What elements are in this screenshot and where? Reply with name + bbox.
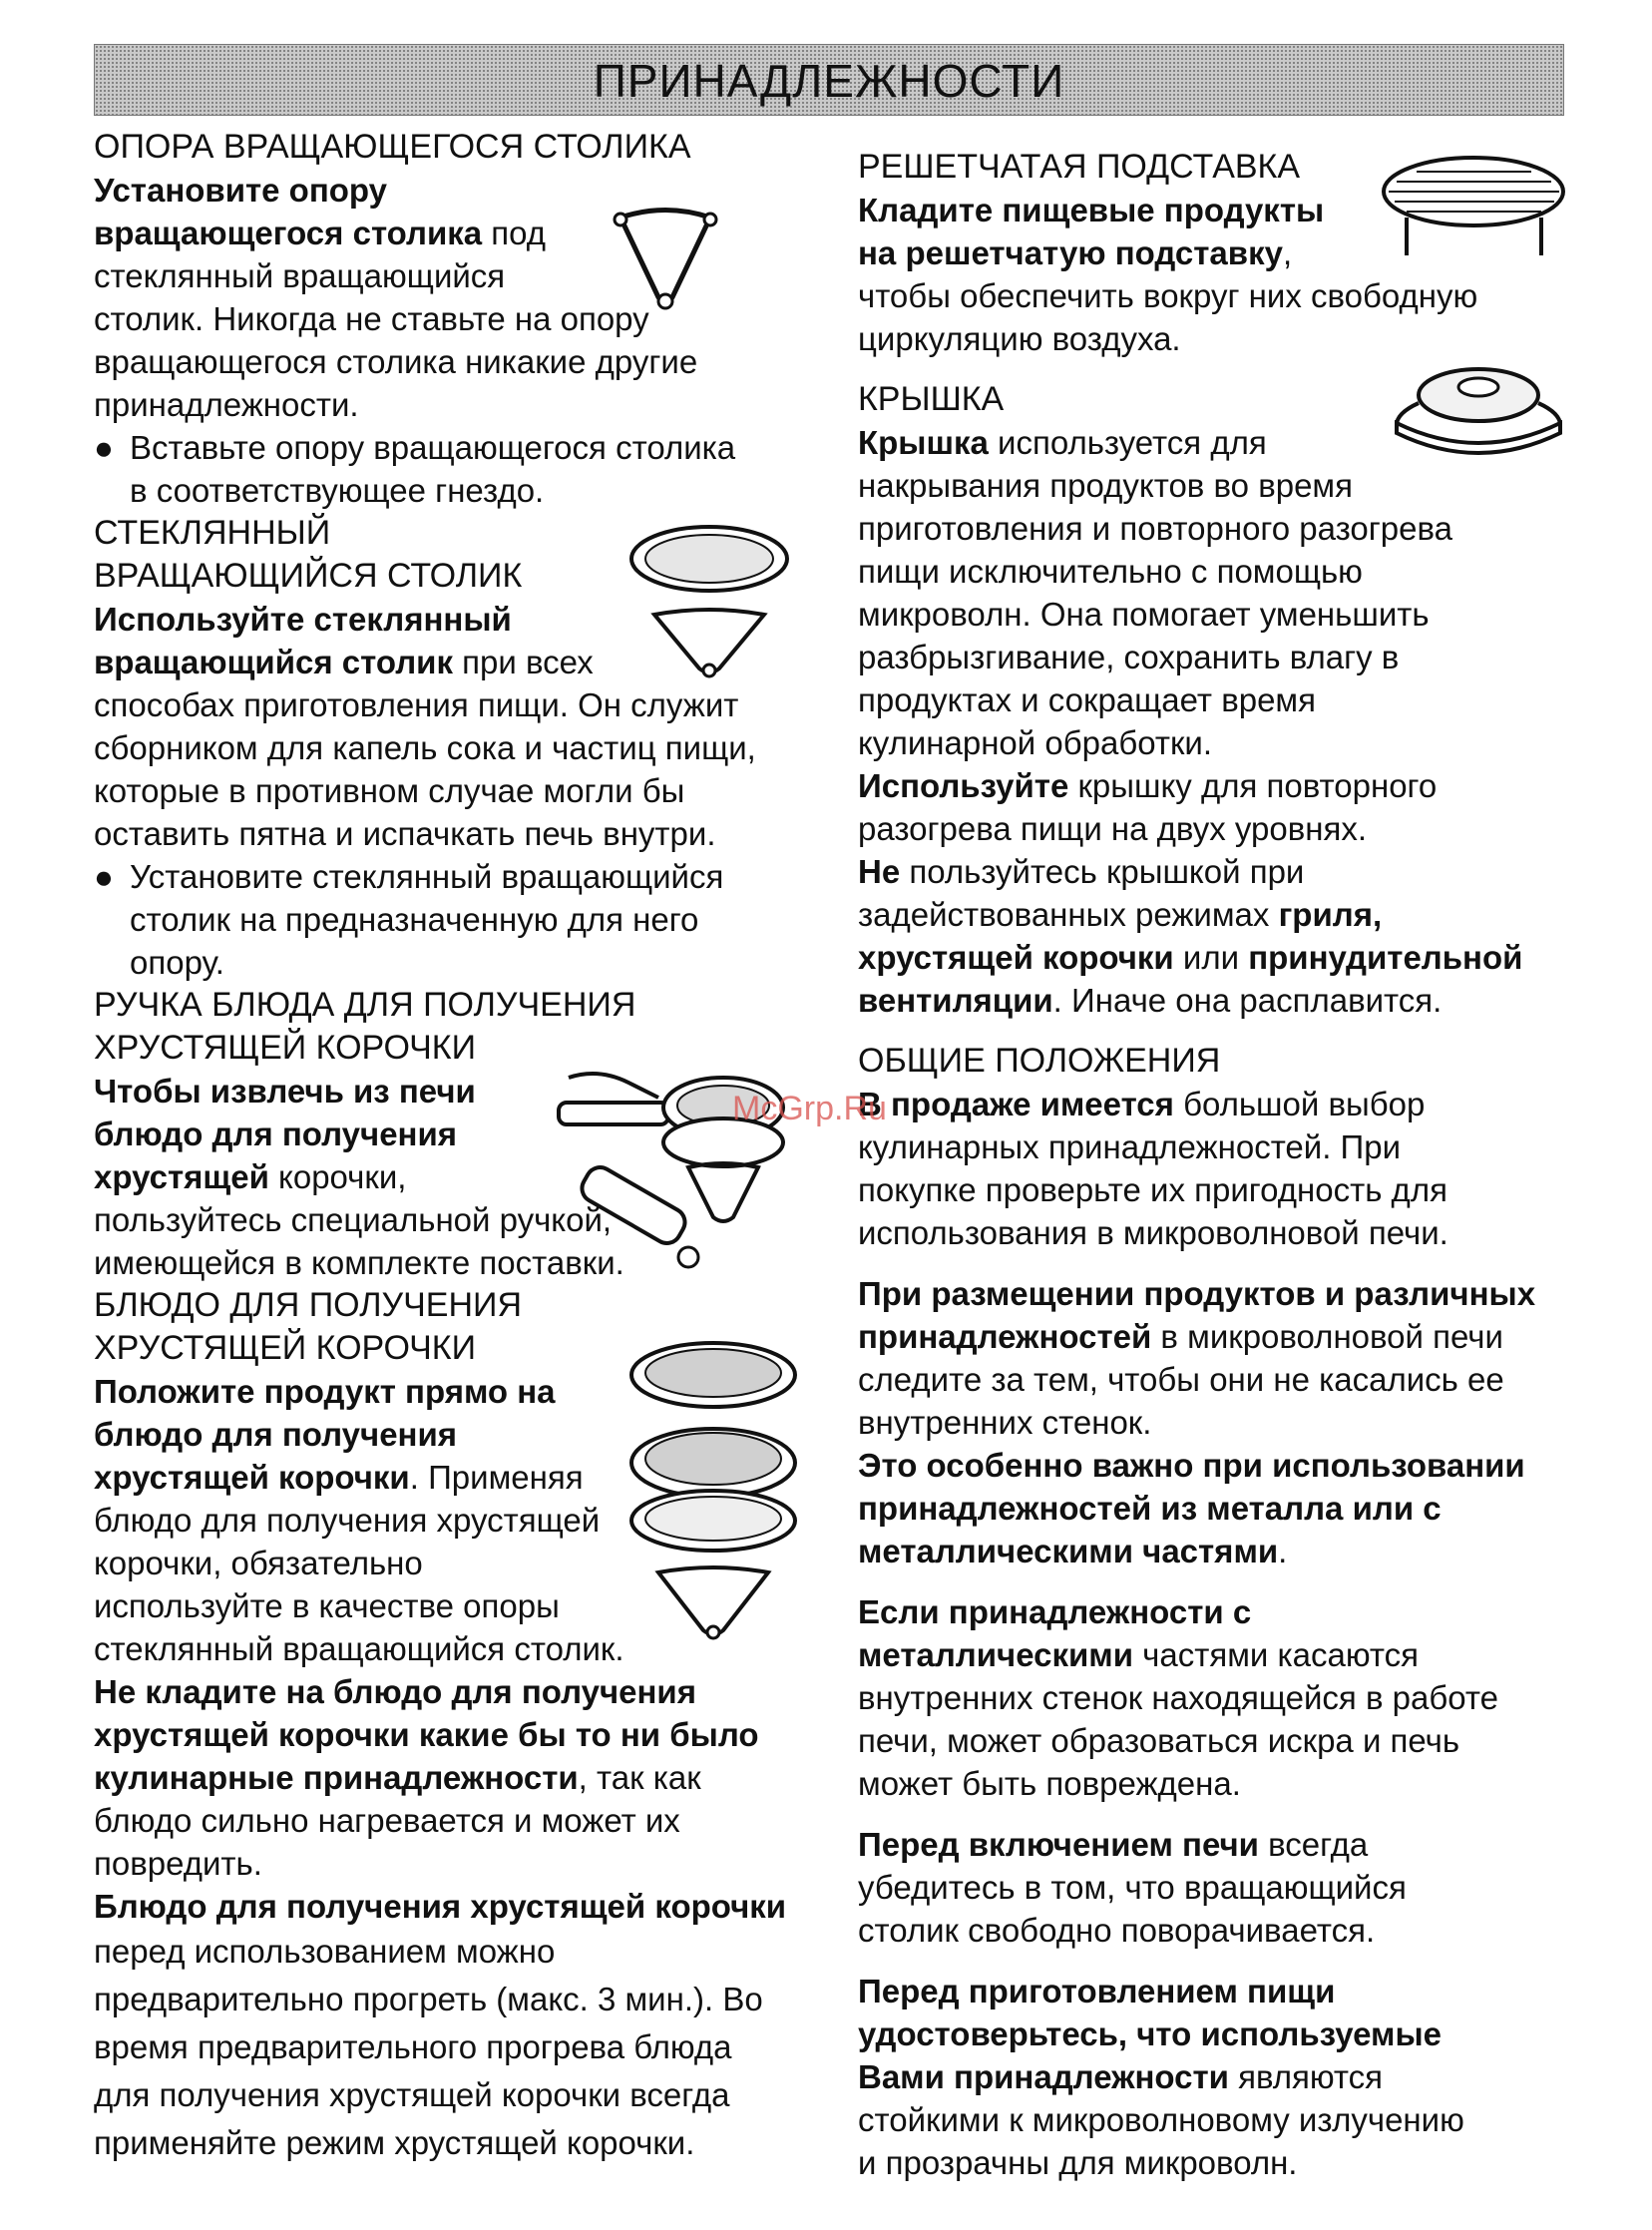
paragraph-line: разогрева пищи на двух уровнях.	[858, 810, 1368, 847]
bullet-icon: ●	[94, 858, 114, 895]
paragraph-line: накрывания продуктов во время	[858, 467, 1353, 504]
crisp-handle-icon	[539, 1038, 798, 1277]
section-heading-crisp-plate-2: ХРУСТЯЩЕЙ КОРОЧКИ	[94, 1329, 477, 1367]
paragraph-line: Это особенно важно при использовании	[858, 1447, 1525, 1484]
paragraph-line: предварительно прогреть (макс. 3 мин.). Во	[94, 1981, 763, 2017]
paragraph-line: оставить пятна и испачкать печь внутри.	[94, 815, 716, 852]
section-heading-cover: КРЫШКА	[858, 380, 1005, 418]
section-heading-crisp-handle-2: ХРУСТЯЩЕЙ КОРОЧКИ	[94, 1029, 477, 1067]
glass-tray-icon	[624, 519, 794, 688]
paragraph-line: Установите опору	[94, 172, 387, 209]
paragraph-line: хрустящей корочки или принудительной	[858, 939, 1523, 976]
paragraph-line: микроволн. Она помогает уменьшить	[858, 596, 1430, 633]
paragraph-line: следите за тем, чтобы они не касались ее	[858, 1361, 1504, 1398]
paragraph-line: При размещении продуктов и различных	[858, 1275, 1536, 1312]
paragraph-line: Не пользуйтесь крышкой при	[858, 853, 1305, 890]
paragraph-line: Блюдо для получения хрустящей корочки	[94, 1888, 787, 1925]
roller-ring-icon	[611, 198, 720, 317]
cover-lid-icon	[1389, 343, 1568, 463]
paragraph-line: Перед приготовлением пищи	[858, 1973, 1336, 2009]
paragraph-line: металлическими частями.	[858, 1533, 1288, 1569]
paragraph-line: перед использованием можно	[94, 1933, 556, 1970]
paragraph-line: кулинарные принадлежности, так как	[94, 1759, 701, 1796]
section-heading-glass-tray-2: ВРАЩАЮЩИЙСЯ СТОЛИК	[94, 557, 523, 595]
paragraph-line: стойкими к микроволновому излучению	[858, 2101, 1464, 2138]
bullet-item: ● Установите стеклянный вращающийся	[94, 855, 812, 898]
paragraph-line: Не кладите на блюдо для получения	[94, 1673, 696, 1710]
paragraph-line: принадлежностей из металла или с	[858, 1490, 1442, 1527]
paragraph-line: которые в противном случае могли бы	[94, 772, 685, 809]
paragraph-line: блюдо для получения хрустящей	[94, 1502, 601, 1539]
paragraph-line: вентиляции. Иначе она расплавится.	[858, 982, 1443, 1019]
paragraph-line: блюдо для получения	[94, 1115, 458, 1152]
paragraph-line: время предварительного прогрева блюда	[94, 2028, 732, 2065]
paragraph-line: пищи исключительно с помощью	[858, 553, 1363, 590]
paragraph-line: на решетчатую подставку,	[858, 234, 1293, 271]
paragraph-line: удостоверьтесь, что используемые	[858, 2015, 1442, 2052]
paragraph-line: сборником для капель сока и частиц пищи,	[94, 729, 756, 766]
paragraph-line: убедитесь в том, что вращающийся	[858, 1869, 1407, 1906]
paragraph-line: чтобы обеспечить вокруг них свободную	[858, 277, 1478, 314]
section-heading-general: ОБЩИЕ ПОЛОЖЕНИЯ	[858, 1042, 1221, 1080]
bullet-item-cont: в соответствующее гнездо.	[130, 472, 545, 509]
paragraph-line: Положите продукт прямо на	[94, 1373, 556, 1410]
paragraph-line: внутренних стенок.	[858, 1404, 1152, 1441]
paragraph-line: вращающийся столик при всех	[94, 644, 594, 680]
paragraph-line: хрустящей корочки какие бы то ни было	[94, 1716, 759, 1753]
paragraph-line: приготовления и повторного разогрева	[858, 510, 1452, 547]
paragraph-line: пользуйтесь специальной ручкой,	[94, 1201, 613, 1238]
bullet-item-cont: столик на предназначенную для него	[130, 901, 699, 938]
paragraph-line: использования в микроволновой печи.	[858, 1214, 1448, 1251]
paragraph-line: повредить.	[94, 1845, 262, 1882]
paragraph-line: столик свободно поворачивается.	[858, 1912, 1376, 1949]
paragraph-line: принадлежностей в микроволновой печи	[858, 1318, 1503, 1355]
paragraph-line: принадлежности.	[94, 386, 359, 423]
paragraph-line: вращающегося столика под	[94, 215, 547, 251]
paragraph-line: используйте в качестве опоры	[94, 1587, 560, 1624]
section-heading-turntable-support: ОПОРА ВРАЩАЮЩЕГОСЯ СТОЛИКА	[94, 128, 691, 166]
crisp-plate-icon	[619, 1335, 808, 1654]
paragraph-line: В продаже имеется большой выбор	[858, 1086, 1426, 1122]
paragraph-line: Используйте крышку для повторного	[858, 767, 1438, 804]
paragraph-line: и прозрачны для микроволн.	[858, 2144, 1298, 2181]
paragraph-line: внутренних стенок находящейся в работе	[858, 1679, 1499, 1716]
page-title: ПРИНАДЛЕЖНОСТИ	[593, 55, 1065, 107]
paragraph-line: Если принадлежности с	[858, 1593, 1252, 1630]
paragraph-line: Чтобы извлечь из печи	[94, 1073, 476, 1110]
paragraph-line: применяйте режим хрустящей корочки.	[94, 2124, 695, 2161]
paragraph-line: для получения хрустящей корочки всегда	[94, 2076, 730, 2113]
title-banner	[94, 44, 1564, 116]
paragraph-line: разбрызгивание, сохранить влагу в	[858, 639, 1400, 675]
paragraph-line: блюдо для получения	[94, 1416, 458, 1453]
bullet-item-cont: опору.	[130, 944, 224, 981]
paragraph-line: вращающегося столика никакие другие	[94, 343, 698, 380]
paragraph-line: хрустящей корочки,	[94, 1158, 407, 1195]
paragraph-line: кулинарных принадлежностей. При	[858, 1128, 1402, 1165]
paragraph-line: корочки, обязательно	[94, 1545, 423, 1581]
section-heading-crisp-handle: РУЧКА БЛЮДА ДЛЯ ПОЛУЧЕНИЯ	[94, 986, 636, 1024]
bullet-icon: ●	[94, 429, 114, 466]
paragraph-line: металлическими частями касаются	[858, 1636, 1419, 1673]
paragraph-line: циркуляцию воздуха.	[858, 320, 1181, 357]
bullet-item: ● Вставьте опору вращающегося столика	[94, 426, 812, 469]
paragraph-line: кулинарной обработки.	[858, 724, 1213, 761]
paragraph-line: Кладите пищевые продукты	[858, 192, 1325, 228]
paragraph-line: способах приготовления пищи. Он служит	[94, 686, 739, 723]
paragraph-line: хрустящей корочки. Применяя	[94, 1459, 584, 1496]
paragraph-line: задействованных режимах гриля,	[858, 896, 1383, 933]
section-heading-glass-tray: СТЕКЛЯННЫЙ	[94, 514, 331, 552]
watermark: McGrp.Ru	[732, 1090, 887, 1127]
paragraph-line: блюдо сильно нагревается и может их	[94, 1802, 680, 1839]
paragraph-line: Крышка используется для	[858, 424, 1267, 461]
grill-rack-icon	[1377, 152, 1571, 261]
paragraph-line: может быть повреждена.	[858, 1765, 1241, 1802]
section-heading-crisp-plate: БЛЮДО ДЛЯ ПОЛУЧЕНИЯ	[94, 1286, 523, 1324]
paragraph-line: продуктах и сокращает время	[858, 681, 1316, 718]
paragraph-line: столик. Никогда не ставьте на опору	[94, 300, 649, 337]
paragraph-line: стеклянный вращающийся столик.	[94, 1630, 624, 1667]
paragraph-line: покупке проверьте их пригодность для	[858, 1171, 1447, 1208]
paragraph-line: Перед включением печи всегда	[858, 1826, 1369, 1863]
paragraph-line: Используйте стеклянный	[94, 601, 512, 638]
paragraph-line: стеклянный вращающийся	[94, 257, 506, 294]
paragraph-line: печи, может образоваться искра и печь	[858, 1722, 1460, 1759]
paragraph-line: Вами принадлежности являются	[858, 2058, 1384, 2095]
paragraph-line: имеющейся в комплекте поставки.	[94, 1244, 624, 1281]
section-heading-grill-rack: РЕШЕТЧАТАЯ ПОДСТАВКА	[858, 148, 1301, 186]
